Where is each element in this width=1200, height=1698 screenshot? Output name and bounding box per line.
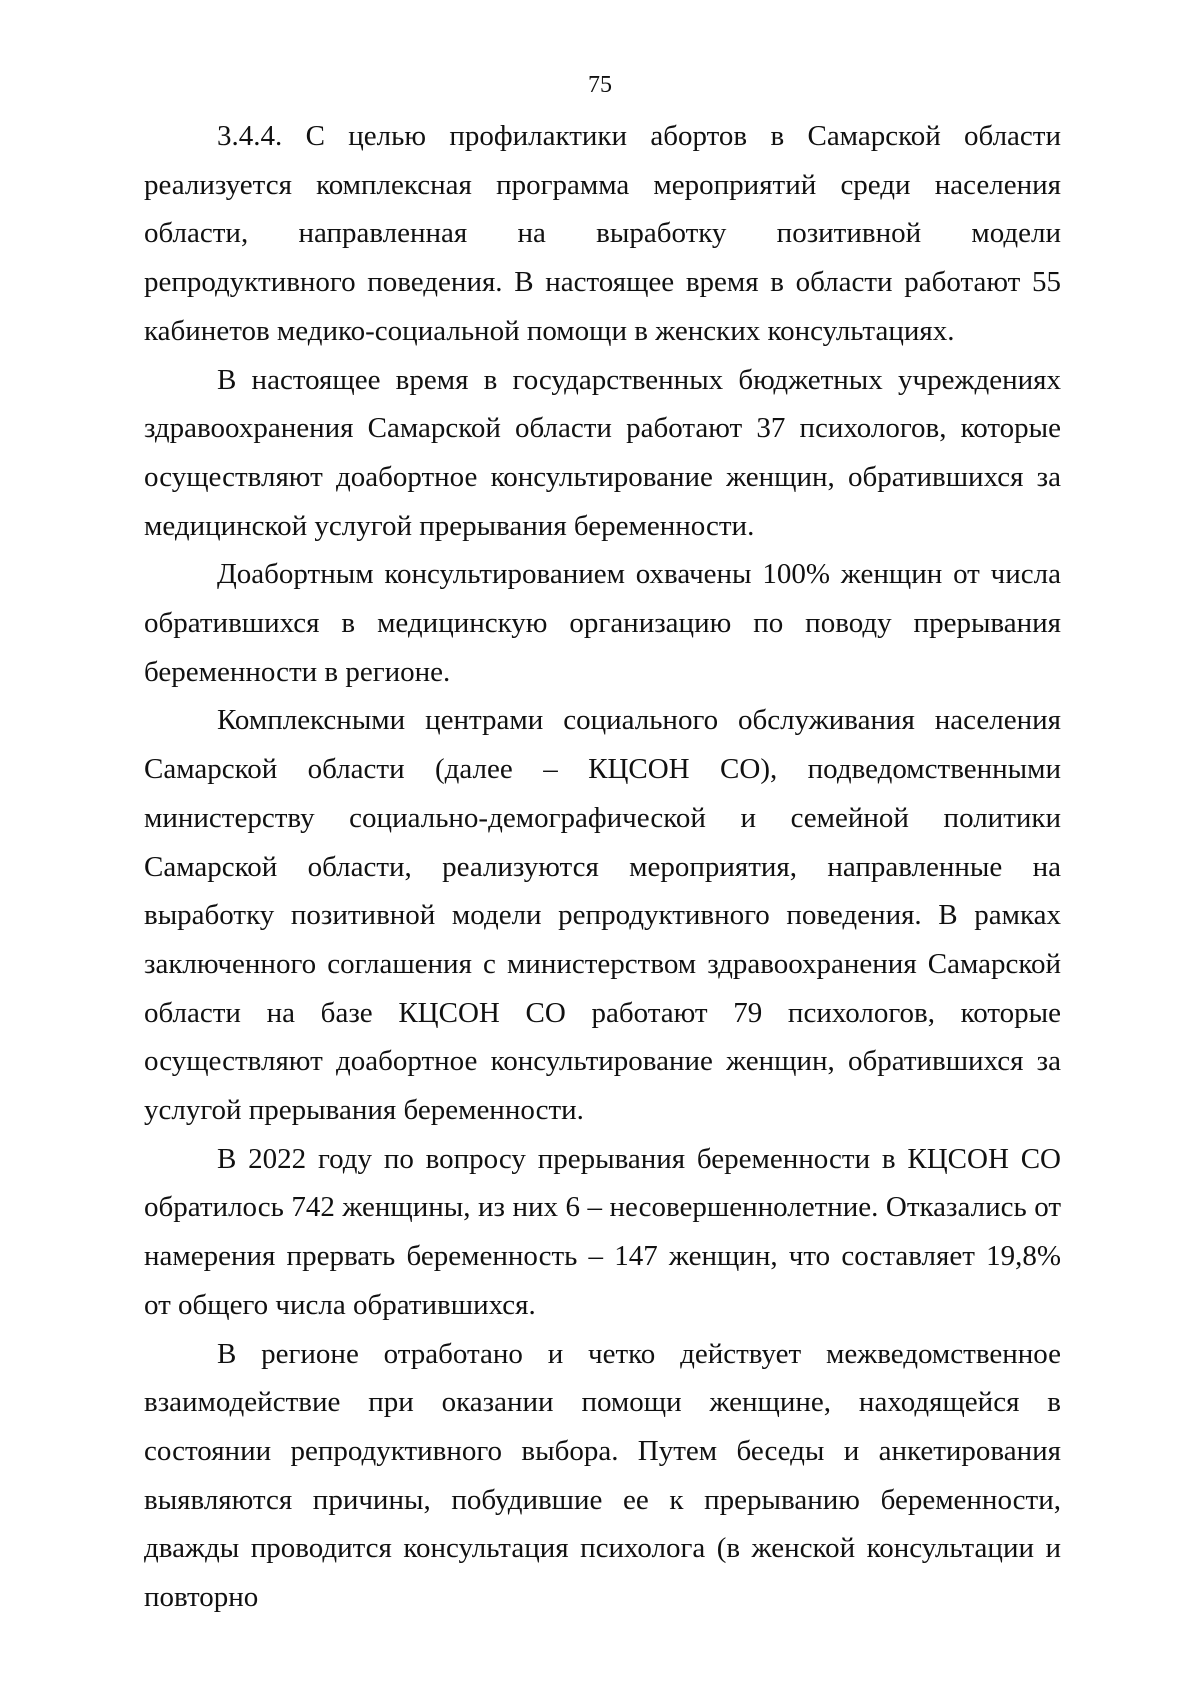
paragraph-social-service-centers: Комплексными центрами социального обслуживания населения Самарской области (далее – КЦСОН СО), подведомственными министерству социально-демографической и семейной политики Самарской области, реализуются мероприятия, направленные на выработку позитивной модели репродуктивного поведения. В рамках заключенного соглашения с министерством здравоохранения Самарской области на базе КЦСОН СО работают 79 психологов, которые осуществляют доабортное консультирование женщин, обратившихся за услугой прерывания беременности. <box>144 704 1061 1127</box>
paragraph-counseling-coverage: Доабортным консультированием охвачены 100% женщин от числа обратившихся в медицинскую организацию по поводу прерывания беременности в регионе. <box>144 558 1061 688</box>
paragraph-2022-statistics: В 2022 году по вопросу прерывания беременности в КЦСОН СО обратилось 742 женщины, из них 6 – несовершеннолетние. Отказались от намерения прервать беременность – 147 женщин, что составляет 19,8% от общего числа обратившихся. <box>144 1142 1061 1321</box>
paragraph-psychologists-healthcare: В настоящее время в государственных бюджетных учреждениях здравоохранения Самарской области работают 37 психологов, которые осуществляют доабортное консультирование женщин, обратившихся за медицинской услугой прерывания беременности. <box>144 363 1061 542</box>
paragraph-abortion-prevention-program: 3.4.4. С целью профилактики абортов в Самарской области реализуется комплексная программа мероприятий среди населения области, направленная на выработку позитивной модели репродуктивного поведения. В настоящее время в области работают 55 кабинетов медико-социальной помощи в женских консультациях. <box>144 120 1061 347</box>
document-body <box>144 112 1061 1622</box>
paragraph-interagency-cooperation: В регионе отработано и четко действует межведомственное взаимодействие при оказании помощи женщине, находящейся в состоянии репродуктивного выбора. Путем беседы и анкетирования выявляются причины, побудившие ее к прерыванию беременности, дважды проводится консультация психолога (в женской консультации и повторно <box>144 1337 1061 1614</box>
page-number: 75 <box>588 72 612 98</box>
